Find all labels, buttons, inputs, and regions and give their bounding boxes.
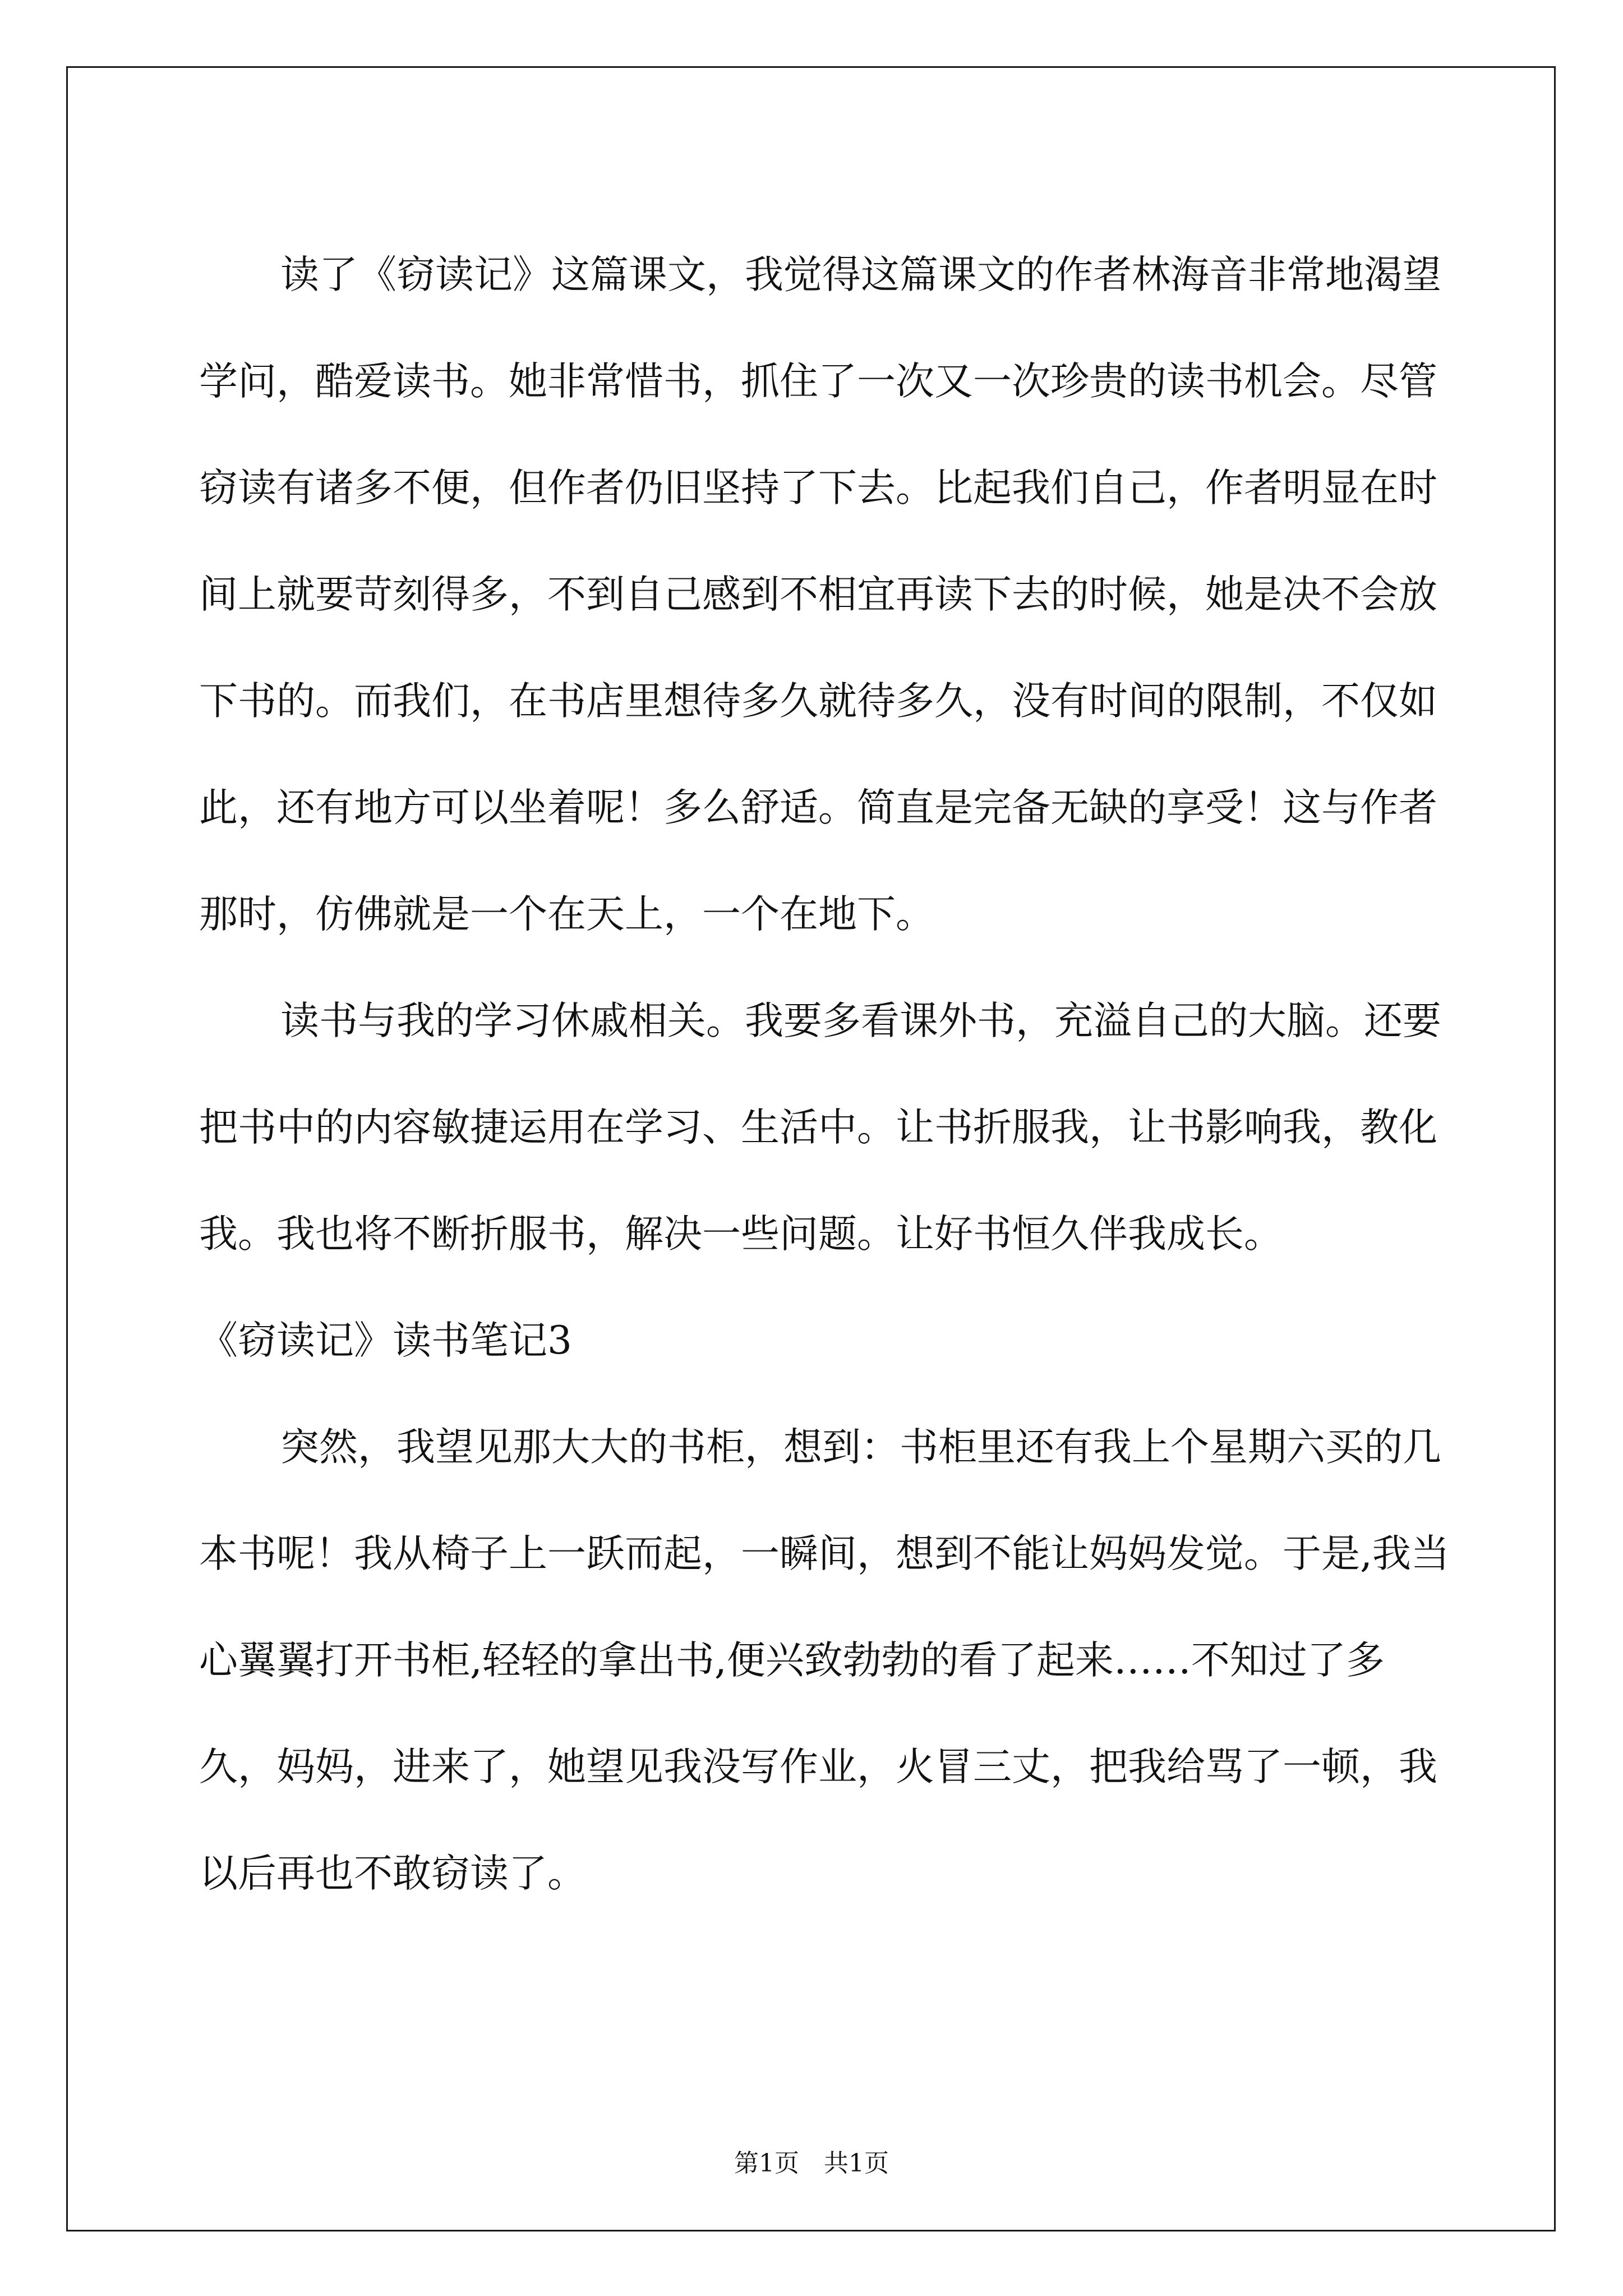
page-total: 共1页 (824, 2149, 889, 2178)
page-number: 第1页 (734, 2149, 799, 2178)
section-heading: 《窃读记》读书笔记3 (199, 1318, 572, 1363)
paragraph-1: 读了《窃读记》这篇课文，我觉得这篇课文的作者林海音非常地渴望学问，酷爱读书。她非常惜书，抓住了一次又一次珍贵的读书机会。尽管窃读有诸多不便，但作者仍旧坚持了下去。比起我们自己，作者明显在时间上就要苛刻得多，不到自己感到不相宜再读下去的时候，她是决不会放下书的。而我们，在书店里想待多久就待多久，没有时间的限制，不仅如此，还有地方可以坐着呢！多么舒适。简直是完备无缺的享受！这与作者那时，仿佛就是一个在天上，一个在地下。 (199, 252, 1441, 937)
page-footer (0, 2143, 1623, 2179)
document-body (199, 222, 1450, 1927)
paragraph-2: 读书与我的学习休戚相关。我要多看课外书，充溢自己的大脑。还要把书中的内容敏捷运用在学习、生活中。让书折服我，让书影响我，教化我。我也将不断折服书，解决一些问题。让好书恒久伴我成长。 (199, 999, 1441, 1257)
paragraph-3: 突然，我望见那大大的书柜，想到：书柜里还有我上个星期六买的几本书呢！我从椅子上一跃而起，一瞬间，想到不能让妈妈发觉。于是,我当心翼翼打开书柜,轻轻的拿出书,便兴致勃勃的看了起来……不知过了多久，妈妈，进来了，她望见我没写作业，火冒三丈，把我给骂了一顿，我以后再也不敢窃读了。 (199, 1425, 1450, 1896)
